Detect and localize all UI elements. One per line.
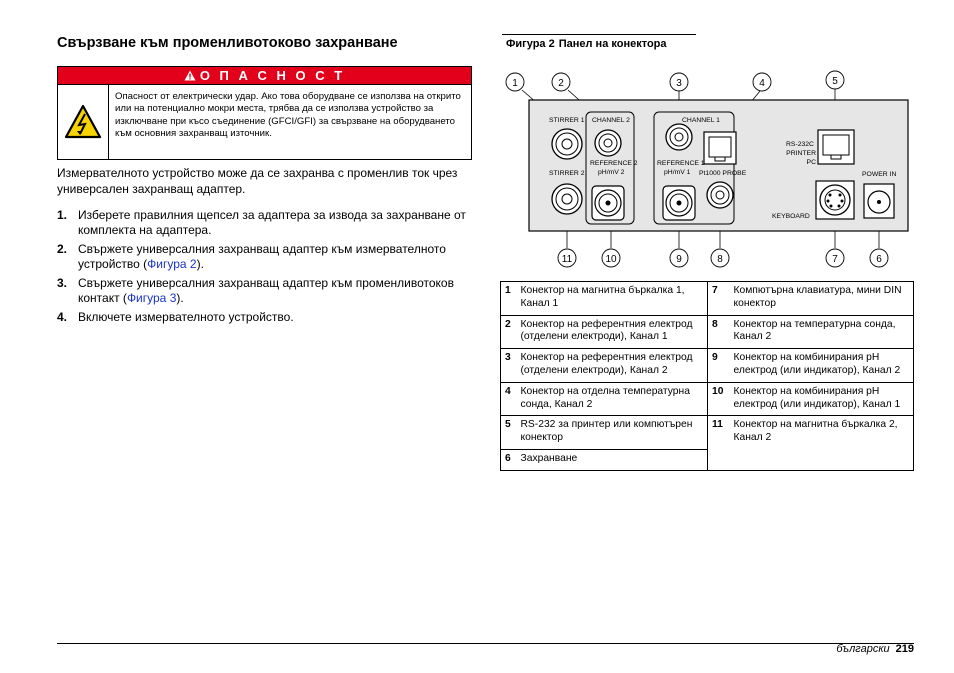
step-item: 2. Свържете универсалния захранващ адаптер към измервателното устройство (Фигура 2).	[57, 242, 446, 271]
table-row: 1 Конектор на магнитна бъркалка 1, Канал 1 7 Компютърна клавиатура, мини DIN конектор	[501, 282, 914, 316]
svg-text:9: 9	[676, 254, 682, 265]
table-row: 3 Конектор на референтния електрод (отделени електроди), Канал 2 9 Конектор на комбинирания pH електрод (или индикатор), Канал 2	[501, 349, 914, 383]
callout-4	[753, 73, 771, 91]
label-keyboard: KEYBOARD	[772, 213, 810, 220]
connector-panel-diagram	[500, 64, 914, 276]
intro-paragraph: Измервателното устройство може да се захранва с променлив ток чрез универсален захранващ адаптер.	[57, 166, 458, 196]
svg-text:2: 2	[558, 78, 564, 89]
callout-10	[602, 249, 620, 267]
label-rs232: RS-232C	[786, 141, 814, 148]
callout-7	[826, 249, 844, 267]
label-pc: PC	[806, 159, 816, 166]
warning-triangle-icon	[184, 70, 196, 81]
svg-text:10: 10	[605, 254, 617, 265]
label-reference-2: REFERENCE 2	[590, 160, 638, 167]
callout-3	[670, 73, 688, 91]
callout-9	[670, 249, 688, 267]
step-item: 4. Включете измервателното устройство.	[57, 310, 294, 324]
label-stirrer-1: STIRRER 1	[549, 117, 585, 124]
figure-3-link[interactable]: Фигура 3	[126, 291, 177, 305]
callout-1	[506, 73, 524, 91]
label-stirrer-2: STIRRER 2	[549, 170, 585, 177]
label-reference-1: REFERENCE 1	[657, 160, 705, 167]
svg-text:8: 8	[717, 254, 723, 265]
danger-label: О П А С Н О С Т	[199, 68, 346, 83]
step-item: 3. Свържете универсалния захранващ адаптер към променливотоков контакт (Фигура 3).	[57, 276, 454, 305]
label-channel-2: CHANNEL 2	[592, 117, 630, 124]
svg-text:1: 1	[512, 78, 518, 89]
electric-shock-icon	[64, 104, 102, 140]
callout-8	[711, 249, 729, 267]
page-number: 219	[895, 643, 914, 655]
table-row: 6 Захранване	[501, 449, 914, 470]
callout-6	[870, 249, 888, 267]
danger-header	[58, 67, 471, 85]
callout-5	[826, 71, 844, 89]
label-printer: PRINTER	[786, 150, 816, 157]
page-footer	[836, 643, 914, 655]
steps-list	[57, 208, 469, 329]
callout-11	[558, 249, 576, 267]
label-phmv-2: pH/mV 2	[598, 169, 625, 176]
section-title: Свързване към променливотоково захранване	[57, 35, 398, 51]
figure-rule	[502, 34, 696, 35]
figure-2-link[interactable]: Фигура 2	[147, 257, 197, 271]
svg-text:7: 7	[832, 254, 838, 265]
svg-text:3: 3	[676, 78, 682, 89]
label-power-in: POWER IN	[862, 171, 897, 178]
footer-language: български	[836, 643, 890, 655]
table-row: 4 Конектор на отделна температурна сонда, Канал 2 10 Конектор на комбинирания pH електрод (или индикатор), Канал 1	[501, 382, 914, 416]
svg-text:4: 4	[759, 78, 765, 89]
danger-warning-box	[57, 66, 472, 160]
svg-text:5: 5	[832, 76, 838, 87]
svg-text:6: 6	[876, 254, 882, 265]
electric-hazard-icon-cell	[58, 85, 109, 159]
footer-rule	[57, 643, 914, 644]
figure-legend-table	[500, 281, 914, 471]
table-row: 5 RS-232 за принтер или компютърен конектор 11 Конектор на магнитна бъркалка 2, Канал 2	[501, 416, 914, 450]
callout-2	[552, 73, 570, 91]
label-channel-1: CHANNEL 1	[682, 117, 720, 124]
table-row: 2 Конектор на референтния електрод (отделени електроди), Канал 1 8 Конектор на температурна сонда, Канал 2	[501, 315, 914, 349]
svg-text:11: 11	[561, 254, 573, 265]
label-phmv-1: pH/mV 1	[664, 169, 691, 176]
figure-caption: Фигура 2 Панел на конектора	[506, 38, 667, 50]
step-item: 1. Изберете правилния щепсел за адаптера за извода за захранване от комплекта на адаптера.	[57, 208, 466, 237]
label-pt1000: Pt1000 PROBE	[699, 170, 747, 177]
danger-text: Опасност от електрически удар. Ако това оборудване се използва на открито или на потенциално мокри места, трябва да се използва устройство за изключване при късо съединение (GFCI/GFI) за свързване на оборудването към основния захранващ източник.	[115, 91, 461, 140]
